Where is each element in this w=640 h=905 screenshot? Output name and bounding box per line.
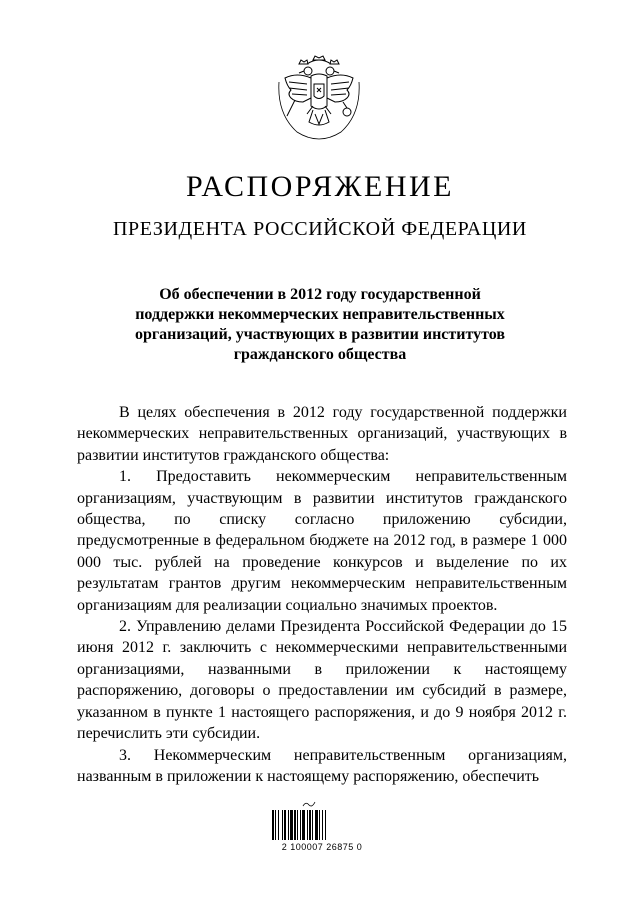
document-title: РАСПОРЯЖЕНИЕ bbox=[185, 170, 455, 203]
subject-line: Об обеспечении в 2012 году государственной bbox=[159, 286, 481, 303]
subject-line: организаций, участвующих в развитии институтов bbox=[135, 326, 505, 343]
document-body bbox=[77, 402, 567, 787]
russian-coat-of-arms-icon bbox=[277, 54, 361, 142]
document-subject bbox=[120, 285, 520, 365]
barcode-number: 2 100007 26875 0 bbox=[281, 842, 363, 852]
document-subtitle: ПРЕЗИДЕНТА РОССИЙСКОЙ ФЕДЕРАЦИИ bbox=[113, 218, 527, 240]
paragraph-item-3: 3. Некоммерческим неправительственным организациям, названным в приложении к настоящему распоряжению, обеспечить bbox=[77, 746, 567, 785]
paragraph-item-1: 1. Предоставить некоммерческим неправительственным организациям, участвующим в развитии институтов гражданского общества, по списку согласно приложению субсидии, предусмотренные в федеральном бюджете на 2012 год, в размере 1 000 000 тыс. рублей на проведение конкурсов и выделение по их результатам грантов другим некоммерческим неправительственным организациям для реализации социально значимых проектов. bbox=[77, 468, 567, 614]
paragraph-item-2: 2. Управлению делами Президента Российской Федерации до 15 июня 2012 г. заключить с некоммерческими неправительственными организациями, названными в приложении к настоящему распоряжению, договоры о предоставлении им субсидий в размере, указанном в пункте 1 настоящего распоряжения, и до 9 ноября 2012 г. перечислить эти субсидии. bbox=[77, 618, 567, 743]
barcode-mark bbox=[302, 800, 316, 810]
paragraph-preamble: В целях обеспечения в 2012 году государственной поддержки некоммерческих неправительственных организаций, участвующих в развитии институтов гражданского общества: bbox=[77, 404, 567, 464]
subject-line: гражданского общества bbox=[233, 346, 407, 363]
barcode-icon bbox=[270, 810, 370, 840]
subject-line: поддержки некоммерческих неправительственных bbox=[135, 306, 505, 323]
